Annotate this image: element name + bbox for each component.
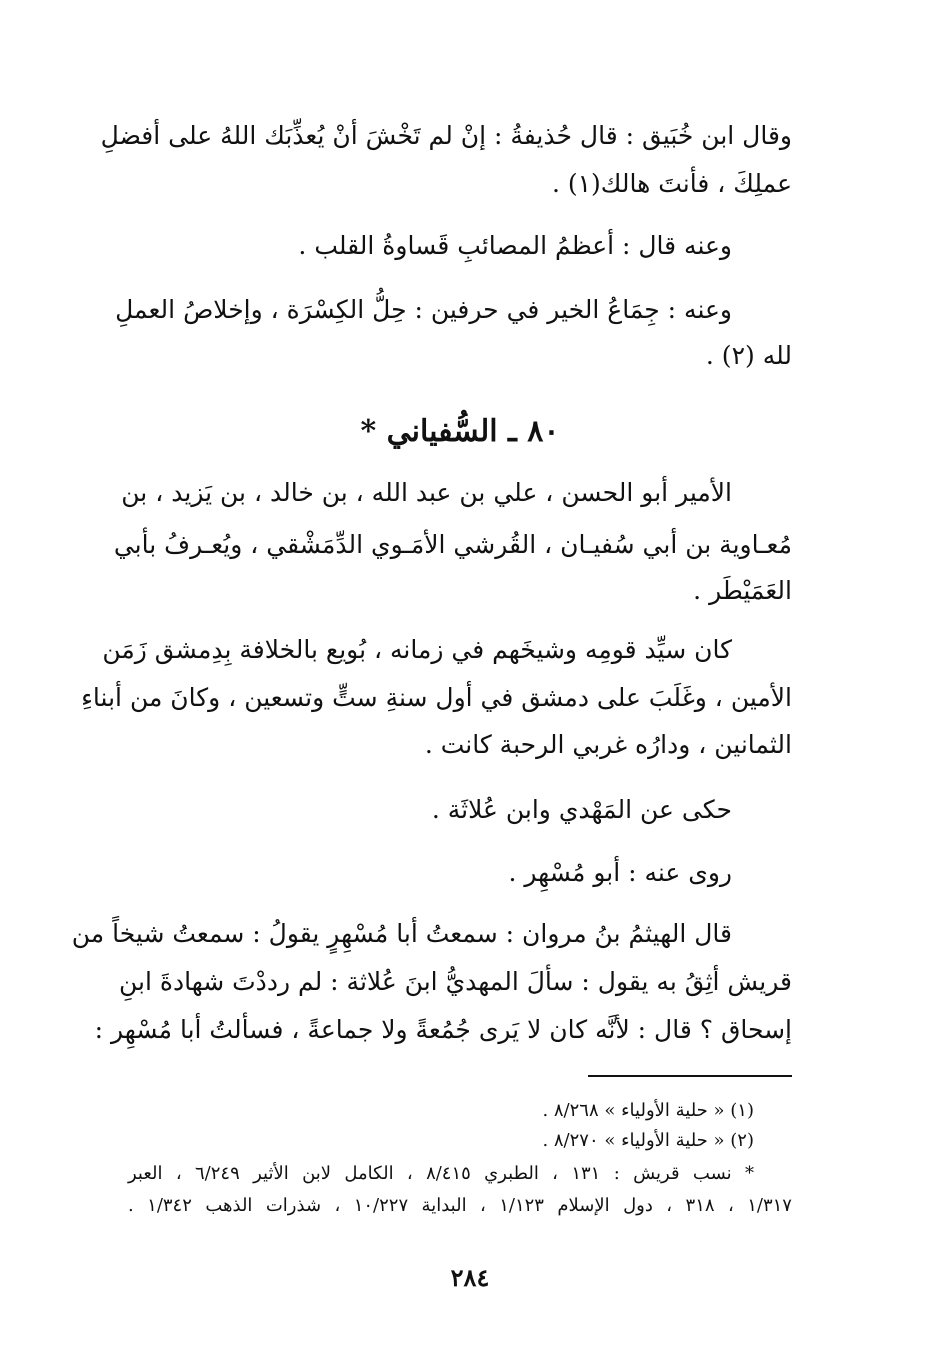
paragraph-line: عملِكَ ، فأنتَ هالك(١) . [551,169,792,198]
footnote: (١) « حلية الأولياء » ٨/٢٦٨ . [542,1100,754,1121]
footnote: * نسب قريش : ١٣١ ، الطبري ٨/٤١٥ ، الكامل لابن الأثير ٦/٢٤٩ ، العبر [128,1163,755,1184]
paragraph-line: الأمين ، وغَلَبَ على دمشق في أول سنةِ ستٍّ وتسعين ، وكانَ من أبناءِ [81,683,792,712]
paragraph-line: وقال ابن خُبَيق : قال حُذيفةُ : إنْ لم تَخْشَ أنْ يُعذِّبَك اللهُ على أفضلِ [100,121,792,150]
paragraph-line: وعنه قال : أعظمُ المصائبِ قَساوةُ القلب . [298,231,732,260]
paragraph-line: مُعـاوية بن أبي سُفيـان ، القُرشي الأمَـوي الدِّمَشْقي ، ويُعـرفُ بأبي [113,530,792,559]
page-number: ٢٨٤ [450,1263,490,1292]
paragraph-line: العَمَيْطَر . [693,576,792,605]
paragraph-line: قريش أثِقُ به يقول : سألَ المهديُّ ابنَ عُلاثة : لم رددْتَ شهادةَ ابنِ [119,967,792,996]
footnote: ١/٣١٧ ، ٣١٨ ، دول الإسلام ١/١٢٣ ، البداية ١٠/٢٢٧ ، شذرات الذهب ١/٣٤٢ . [128,1195,792,1216]
section-heading: ٨٠ ـ السُّفياني * [360,414,560,449]
paragraph-line: حكى عن المَهْدي وابن عُلاثَة . [431,795,732,824]
footnote-separator [588,1075,792,1077]
paragraph-line: روى عنه : أبو مُسْهِر . [508,858,732,887]
footnote: (٢) « حلية الأولياء » ٨/٢٧٠ . [542,1130,754,1151]
paragraph-line: الثمانين ، ودارُه غربي الرحبة كانت . [424,730,792,759]
paragraph-line: الأمير أبو الحسن ، علي بن عبد الله ، بن خالد ، بن يَزيد ، بن [121,478,732,507]
paragraph-line: لله (٢) . [705,341,792,370]
paragraph-line: كان سيِّد قومِه وشيخَهم في زمانه ، بُويع بالخلافة بِدِمشق زَمَن [102,635,732,664]
paragraph-line: إسحاق ؟ قال : لأنَّه كان لا يَرى جُمُعةً ولا جماعةً ، فسألتُ أبا مُسْهِر : [94,1015,792,1044]
paragraph-line: وعنه : جِمَاعُ الخير في حرفين : حِلُّ الكِسْرَة ، وإخلاصُ العملِ [115,295,732,324]
paragraph-line: قال الهيثمُ بنُ مروان : سمعتُ أبا مُسْهِرٍ يقولُ : سمعتُ شيخاً من [71,919,732,948]
